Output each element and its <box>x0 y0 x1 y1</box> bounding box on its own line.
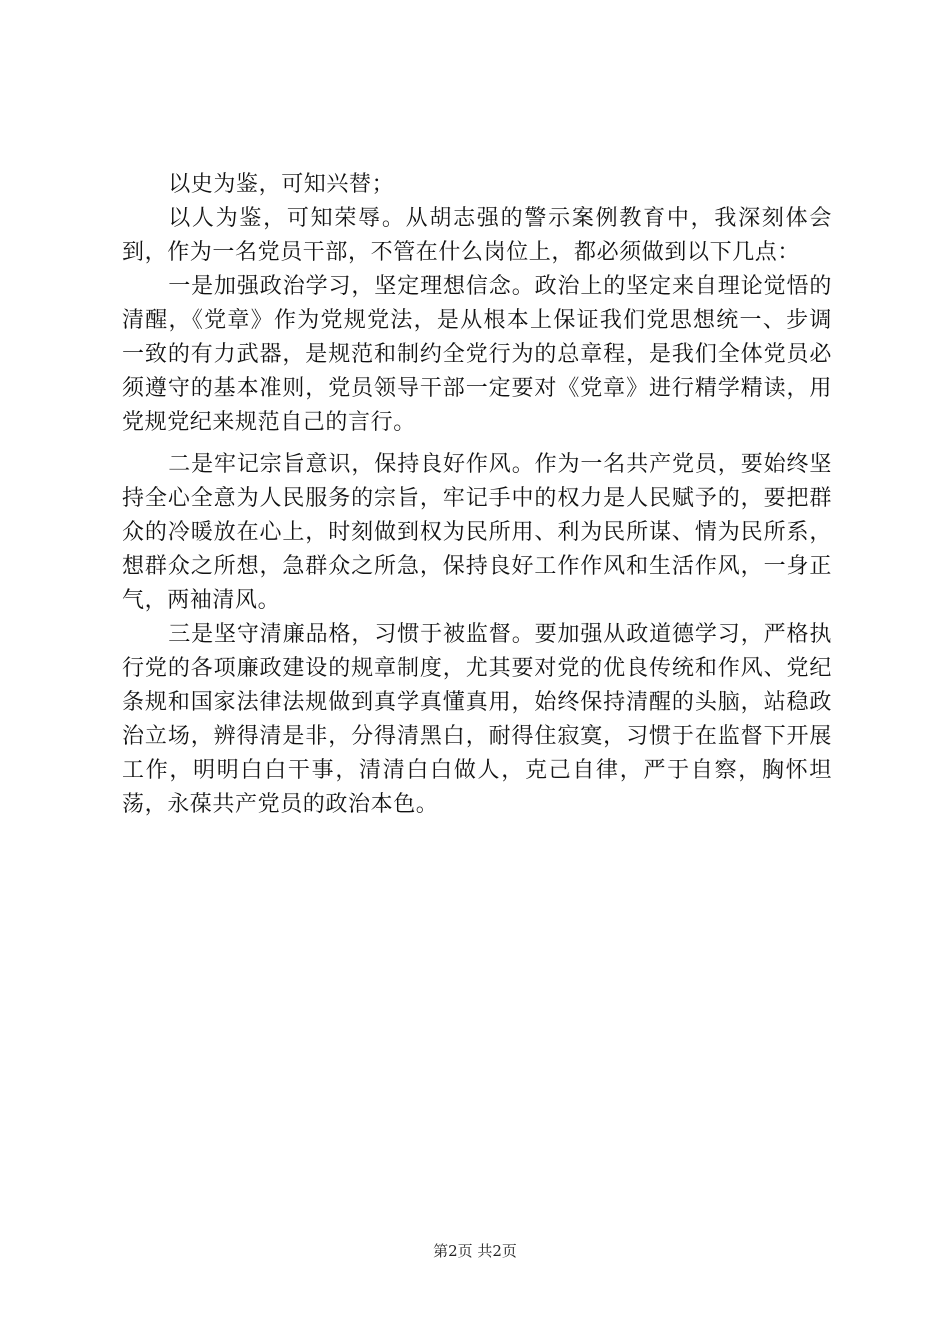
paragraph-intro-history: 以史为鉴，可知兴替； <box>168 172 395 197</box>
paragraph-intro-people: 以人为鉴，可知荣辱。从胡志强的警示案例教育中，我深刻体会到，作为一名党员干部，不管在什么岗位上，都必须做到以下几点： <box>122 206 832 265</box>
document-body <box>122 168 832 822</box>
paragraph-point-one: 一是加强政治学习，坚定理想信念。政治上的坚定来自理论觉悟的清醒，《党章》作为党规党法，是从根本上保证我们党思想统一、步调一致的有力武器，是规范和制约全党行为的总章程，是我们全体党员必须遵守的基本准则，党员领导干部一定要对《党章》进行精学精读，用党规党纪来规范自己的言行。 <box>122 274 832 435</box>
page-number-footer: 第2页 共2页 <box>433 1242 517 1260</box>
paragraph-point-two: 二是牢记宗旨意识，保持良好作风。作为一名共产党员，要始终坚持全心全意为人民服务的宗旨，牢记手中的权力是人民赋予的，要把群众的冷暖放在心上，时刻做到权为民所用、利为民所谋、情为民所系，想群众之所想，急群众之所急，保持良好工作作风和生活作风，一身正气，两袖清风。 <box>122 452 832 613</box>
paragraph-point-three: 三是坚守清廉品格，习惯于被监督。要加强从政道德学习，严格执行党的各项廉政建设的规章制度，尤其要对党的优良传统和作风、党纪条规和国家法律法规做到真学真懂真用，始终保持清醒的头脑，站稳政治立场，辨得清是非，分得清黑白，耐得住寂寞，习惯于在监督下开展工作，明明白白干事，清清白白做人，克己自律，严于自察，胸怀坦荡，永葆共产党员的政治本色。 <box>122 622 832 817</box>
